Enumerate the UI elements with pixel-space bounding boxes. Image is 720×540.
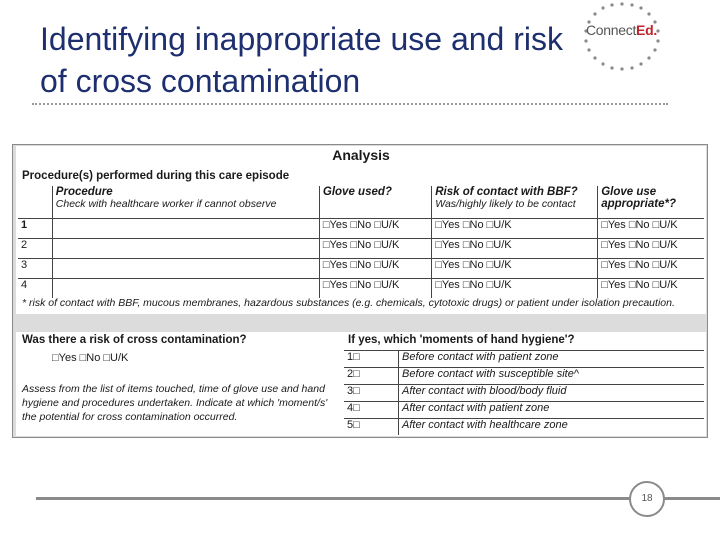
glove-options[interactable]: □Yes □No □U/K [319, 279, 431, 299]
table-row [18, 239, 704, 259]
risk-options[interactable]: □Yes □No □U/K [432, 259, 598, 279]
connected-logo-ring [578, 0, 666, 78]
glove-options[interactable]: □Yes □No □U/K [319, 239, 431, 259]
list-item [344, 368, 704, 385]
assessment-instructions: Assess from the list of items touched, time of glove use and hand hygiene and procedures undertaken. Indicate at which 'moment/s' the potential for cross contamination occurred. [22, 383, 328, 423]
moment-checkbox[interactable]: 4□ [344, 402, 399, 419]
risk-options[interactable]: □Yes □No □U/K [432, 219, 598, 239]
risk-header: Risk of contact with BBF? Was/highly likely to be contact [432, 186, 598, 219]
moment-checkbox[interactable]: 1□ [344, 351, 399, 368]
footer-divider [36, 497, 720, 500]
moments-table [344, 350, 704, 435]
glove-used-header: Glove used? [319, 186, 431, 219]
analysis-heading: Analysis [332, 147, 390, 163]
risk-options[interactable]: □Yes □No □U/K [432, 239, 598, 259]
footnote: * risk of contact with BBF, mucous membranes, hazardous substances (e.g. chemicals, cytotoxic drugs) or patient under isolation precaution. [22, 297, 675, 309]
list-item [344, 402, 704, 419]
num-header [18, 186, 52, 219]
procedure-header: Procedure Check with healthcare worker if cannot observe [52, 186, 319, 219]
procedure-cell[interactable] [52, 219, 319, 239]
row-number: 4 [18, 279, 52, 299]
connected-logo: ConnectEd. [586, 22, 657, 38]
table-row [18, 259, 704, 279]
glove-options[interactable]: □Yes □No □U/K [319, 219, 431, 239]
moment-checkbox[interactable]: 2□ [344, 368, 399, 385]
appropriate-header: Glove use appropriate*? [598, 186, 704, 219]
procedure-cell[interactable] [52, 259, 319, 279]
moments-question: If yes, which 'moments of hand hygiene'? [348, 334, 575, 346]
row-number: 2 [18, 239, 52, 259]
moment-checkbox[interactable]: 3□ [344, 385, 399, 402]
cross-contamination-question: Was there a risk of cross contamination? [22, 334, 247, 346]
procedure-cell[interactable] [52, 279, 319, 299]
list-item [344, 385, 704, 402]
moment-label: Before contact with susceptible site^ [399, 368, 705, 385]
cross-contamination-options[interactable]: □Yes □No □U/K [52, 352, 129, 364]
procedures-heading: Procedure(s) performed during this care episode [22, 170, 290, 182]
moment-checkbox[interactable]: 5□ [344, 419, 399, 436]
title-divider [32, 103, 668, 105]
row-number: 1 [18, 219, 52, 239]
row-number: 3 [18, 259, 52, 279]
slide-title: Identifying inappropriate use and risk of cross contamination [40, 21, 563, 99]
moment-label: After contact with blood/body fluid [399, 385, 705, 402]
appropriate-options[interactable]: □Yes □No □U/K [598, 259, 704, 279]
moment-label: After contact with healthcare zone [399, 419, 705, 436]
glove-options[interactable]: □Yes □No □U/K [319, 259, 431, 279]
appropriate-options[interactable]: □Yes □No □U/K [598, 239, 704, 259]
table-row [18, 219, 704, 239]
list-item [344, 419, 704, 436]
moment-label: After contact with patient zone [399, 402, 705, 419]
table-header-row [18, 186, 704, 219]
moment-label: Before contact with patient zone [399, 351, 705, 368]
procedures-table [18, 186, 704, 298]
list-item [344, 351, 704, 368]
appropriate-options[interactable]: □Yes □No □U/K [598, 219, 704, 239]
risk-options[interactable]: □Yes □No □U/K [432, 279, 598, 299]
procedure-cell[interactable] [52, 239, 319, 259]
page-number: 18 [629, 481, 665, 517]
appropriate-options[interactable]: □Yes □No □U/K [601, 279, 678, 291]
table-row [18, 279, 704, 299]
